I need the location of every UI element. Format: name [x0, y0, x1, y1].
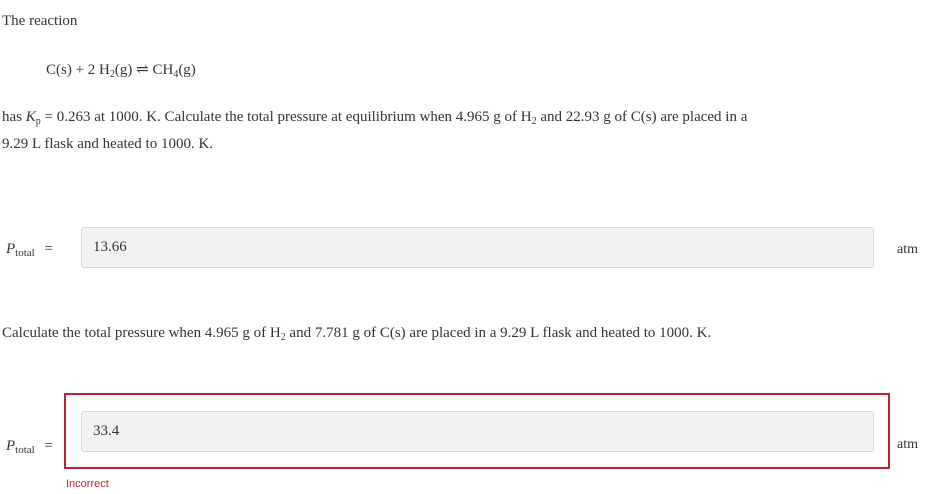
reaction-equation	[46, 60, 196, 79]
p-total-input-1[interactable]	[81, 227, 874, 268]
reaction-ch4: $CH_4(g)$	[152, 62, 196, 80]
reaction-h2: $H_2(g)$	[99, 62, 133, 80]
intro-text: The reaction	[2, 13, 78, 29]
p-total-label-1: $P_{total}$ =	[6, 241, 53, 259]
incorrect-feedback: Incorrect	[66, 478, 109, 490]
p-total-input-2[interactable]	[81, 411, 874, 452]
unit-atm-1: atm	[897, 242, 918, 257]
unit-atm-2: atm	[897, 437, 918, 452]
problem-line-2: 9.29 L flask and heated to 1000. K.	[2, 136, 214, 152]
question-2-text: Calculate the total pressure when 4.965 g of $H_2$ and 7.781 g of C(s) are placed in a 9.29 L flask and heated to 1000. K.	[2, 325, 712, 343]
p-total-label-2: $P_{total}$ =	[6, 438, 53, 456]
equilibrium-arrow: ⇌	[136, 62, 149, 78]
reaction-carbon: C(s) + 2	[46, 62, 96, 78]
problem-line-1: has $K_p = 0.263$ at 1000. K. Calculate the total pressure at equilibrium when 4.965 g of $H_2$ and 22.93 g of C(s) are placed in a	[2, 109, 748, 127]
problem-statement	[2, 104, 927, 158]
